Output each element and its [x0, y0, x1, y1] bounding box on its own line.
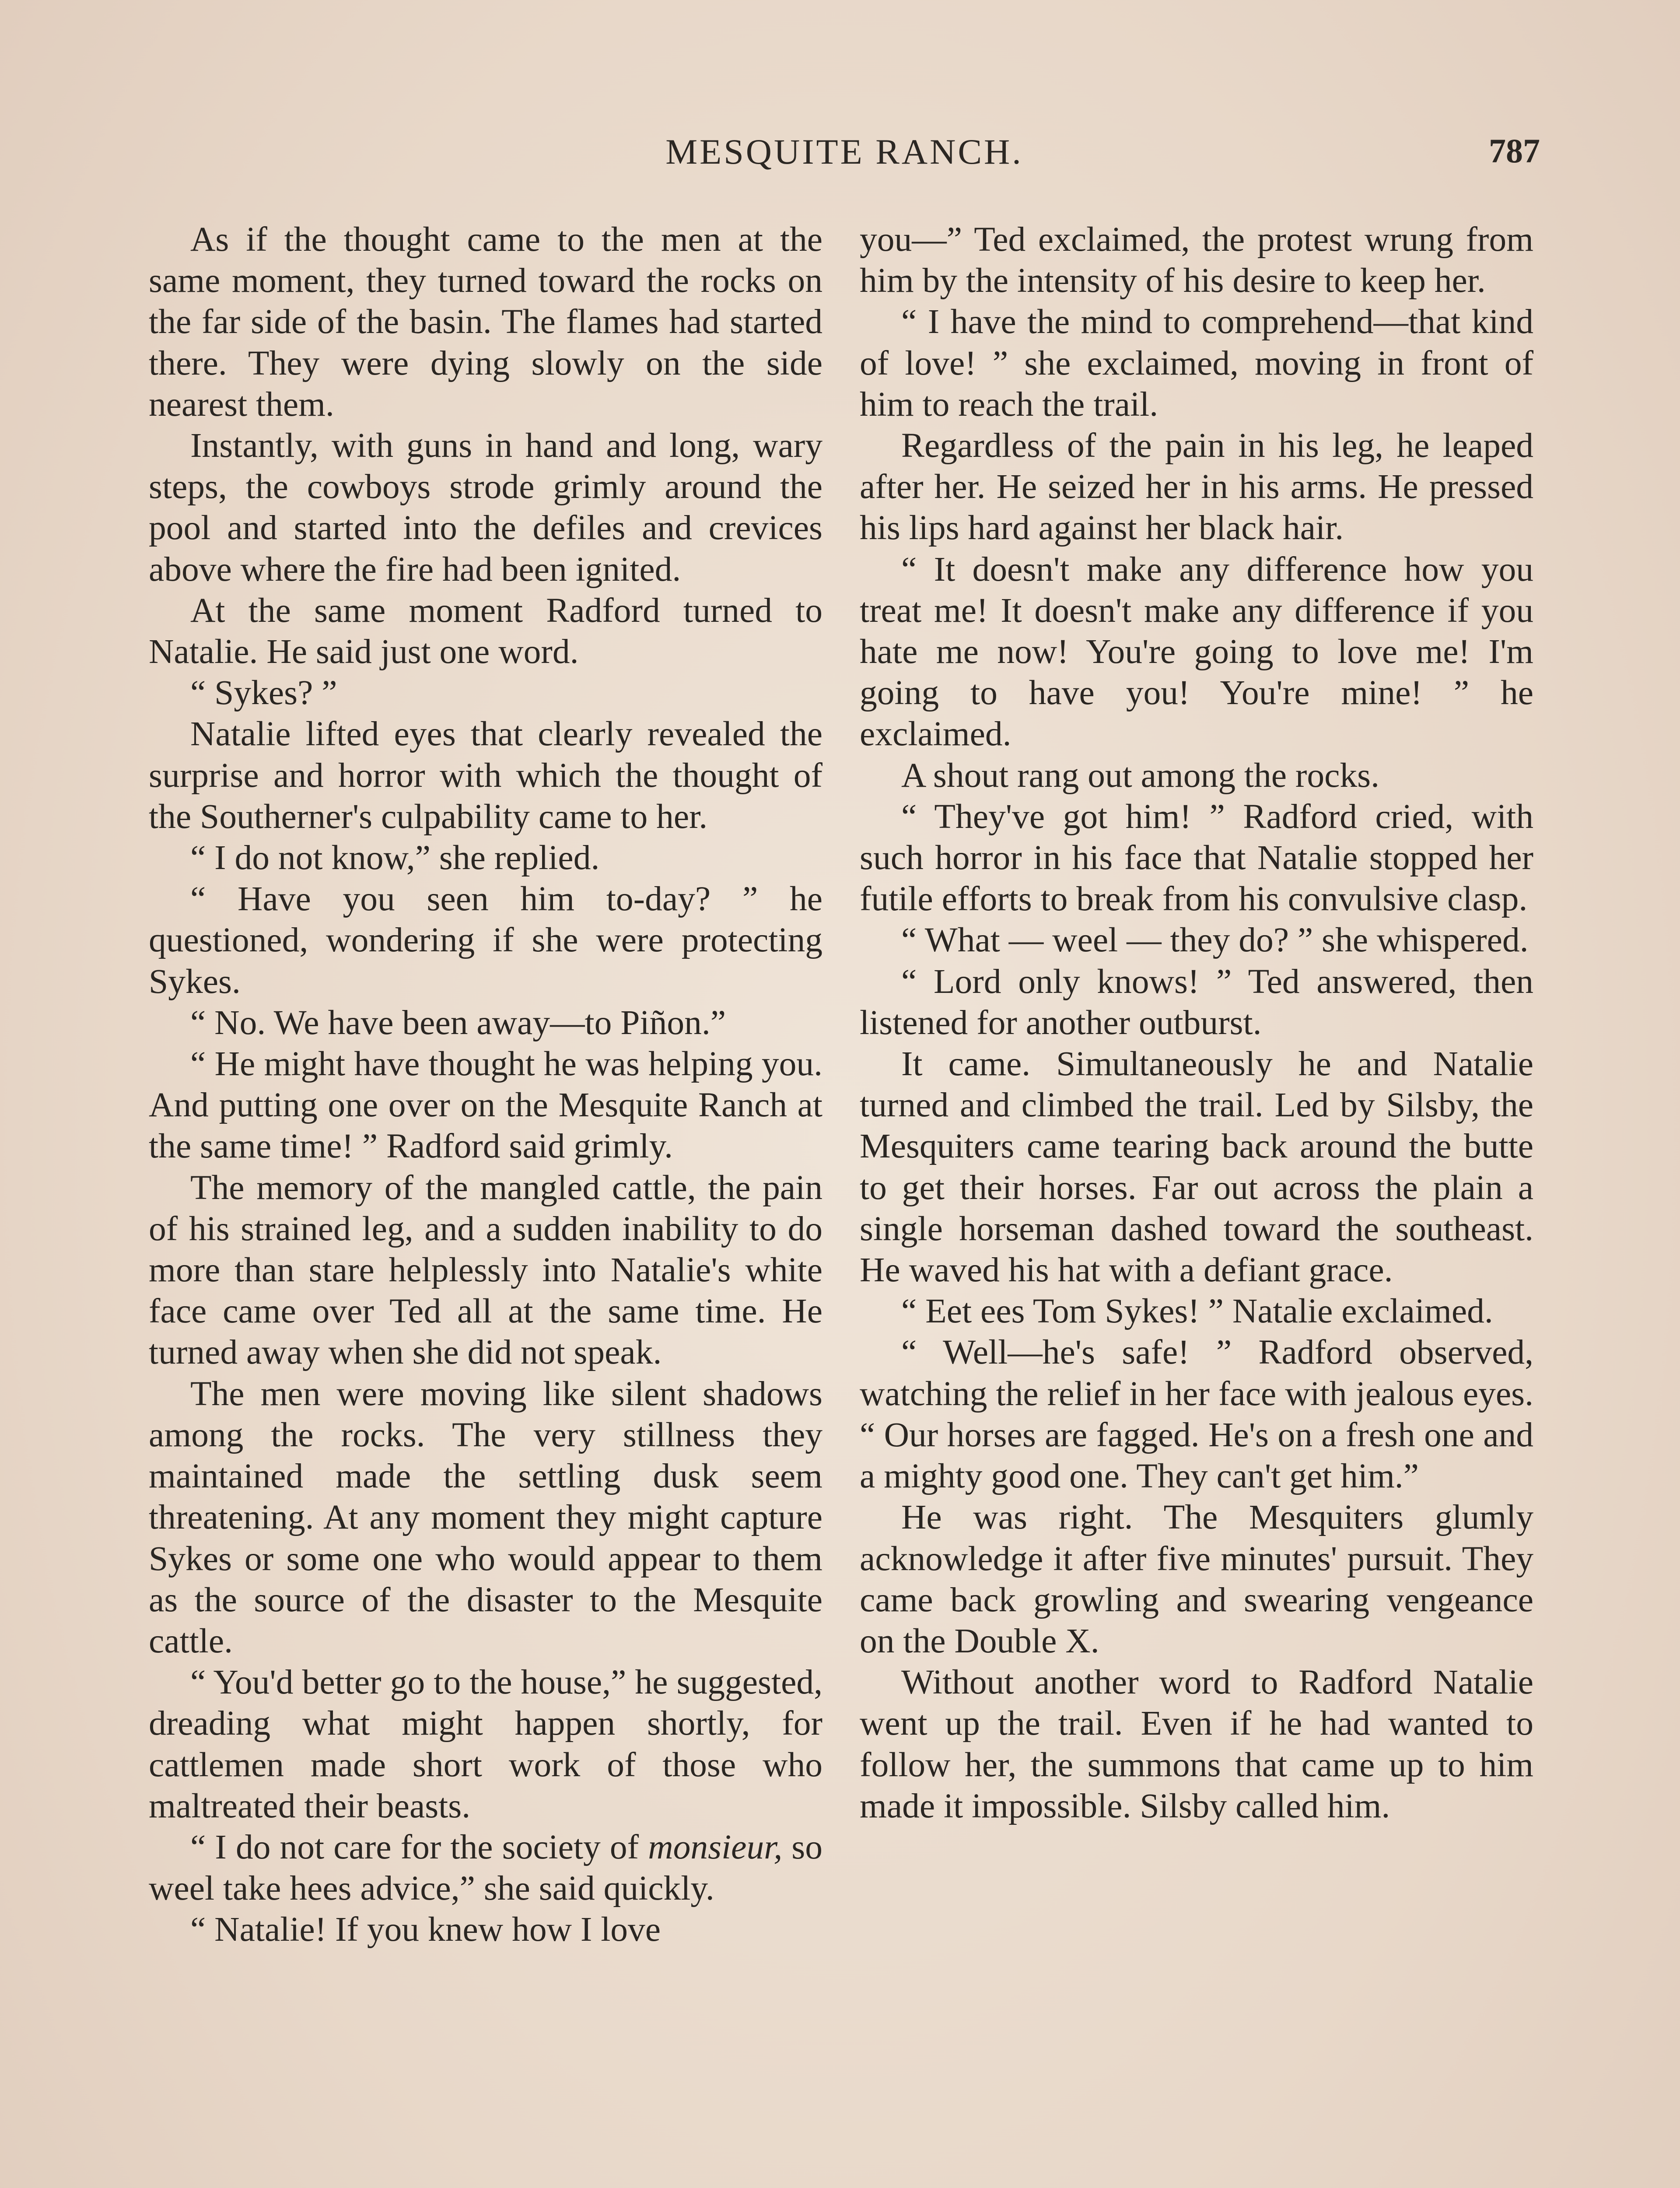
paragraph: “ He might have thought he was helping you. And putting one over on the Mesquite Ranch at the same time! ” Radford said grimly. [149, 1045, 822, 1166]
paragraph: “ They've got him! ” Radford cried, with such horror in his face that Natalie stopped her futile efforts to break from his convulsive clasp. [860, 797, 1533, 919]
right-column [860, 219, 1533, 1827]
paragraph: “ Well—he's safe! ” Radford observed, watching the relief in her face with jealous eyes. “ Our horses are fagged. He's on a fresh one and a mighty good one. They can't get him.” [860, 1333, 1533, 1496]
paragraph: “ Lord only knows! ” Ted answered, then listened for another outburst. [860, 962, 1533, 1042]
paragraph: At the same moment Radford turned to Natalie. He said just one word. [149, 591, 822, 671]
paragraph: The memory of the mangled cattle, the pain of his strained leg, and a sudden inability to do more than stare helplessly into Natalie's white face came over Ted all at the same time. He turned away when she did not speak. [149, 1168, 822, 1372]
paragraph: “ Eet ees Tom Sykes! ” Natalie exclaimed. [901, 1292, 1493, 1331]
paragraph: A shout rang out among the rocks. [901, 756, 1379, 795]
paragraph: “ You'd better go to the house,” he suggested, dreading what might happen shortly, for cattlemen made short work of those who maltreated their beasts. [149, 1663, 822, 1825]
paragraph: Without another word to Radford Natalie went up the trail. Even if he had wanted to follow her, the summons that came up to him made it impossible. Silsby called him. [860, 1663, 1533, 1825]
paragraph: It came. Simultaneously he and Natalie turned and climbed the trail. Led by Silsby, the Mesquiters came tearing back around the butte to get their horses. Far out across the plain a single horseman dashed toward the southeast. He waved his hat with a defiant grace. [860, 1045, 1533, 1290]
paragraph: The men were moving like silent shadows among the rocks. The very stillness they maintained made the settling dusk seem threatening. At any moment they might capture Sykes or some one who would appear to them as the source of the disaster to the Mesquite cattle. [149, 1374, 822, 1660]
paragraph: “ No. We have been away—to Piñon.” [190, 1003, 726, 1042]
paragraph: “ Have you seen him to-day? ” he questioned, wondering if she were protecting Sykes. [149, 880, 822, 1001]
paragraph: “ What — weel — they do? ” she whispered. [901, 921, 1529, 960]
paragraph: Natalie lifted eyes that clearly revealed the surprise and horror with which the thought of the Southerner's culpability came to her. [149, 715, 822, 836]
paragraph-continued: you—” Ted exclaimed, the protest wrung from him by the intensity of his desire to keep her. [860, 220, 1533, 300]
page-header [149, 131, 1540, 179]
paragraph: “ Natalie! If you knew how I love [190, 1910, 661, 1949]
page-number: 787 [1489, 132, 1540, 170]
paragraph-text: “ I do not care for the society of [190, 1827, 648, 1866]
paragraph [149, 1827, 822, 1909]
paragraph: “ It doesn't make any difference how you treat me! It doesn't make any difference if you hate me now! You're going to love me! I'm going to have you! You're mine! ” he exclaimed. [860, 550, 1533, 754]
paragraph: As if the thought came to the men at the same moment, they turned toward the rocks on the far side of the basin. The flames had started there. They were dying slowly on the side nearest them. [149, 220, 822, 424]
paragraph: Instantly, with guns in hand and long, wary steps, the cowboys strode grimly around the pool and started into the defiles and crevices above where the fire had been ignited. [149, 426, 822, 589]
paragraph: “ I do not know,” she replied. [190, 838, 600, 877]
paragraph: Regardless of the pain in his leg, he leaped after her. He seized her in his arms. He pressed his lips hard against her black hair. [860, 426, 1533, 547]
left-column [149, 219, 822, 1950]
paragraph: “ Sykes? ” [190, 673, 337, 712]
paragraph: “ I have the mind to comprehend—that kind of love! ” she exclaimed, moving in front of him to reach the trail. [860, 302, 1533, 424]
paragraph-text: so weel take hees advice,” she said quickly. [149, 1827, 822, 1908]
paragraph: He was right. The Mesquiters glumly acknowledge it after five minutes' pursuit. They came back growling and swearing vengeance on the Double X. [860, 1498, 1533, 1660]
running-head: MESQUITE RANCH. [665, 132, 1023, 172]
italic-word: monsieur, [648, 1827, 783, 1866]
